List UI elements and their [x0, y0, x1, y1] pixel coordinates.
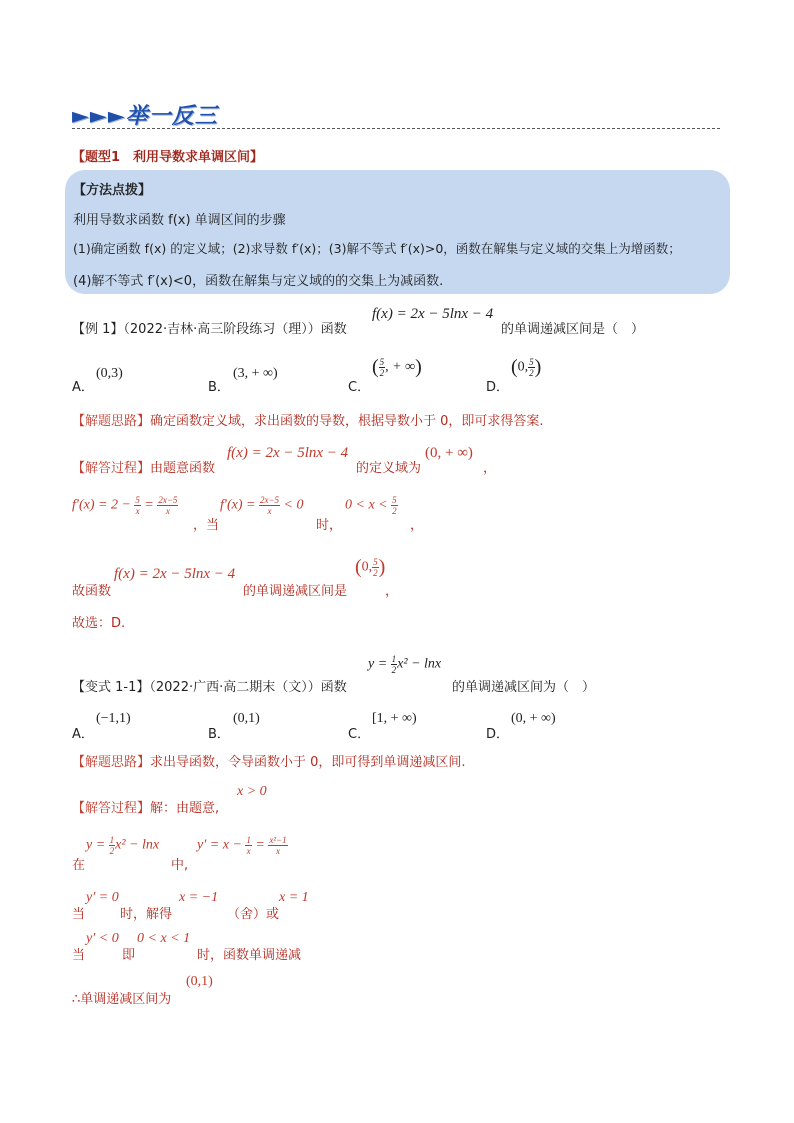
var-yp-num2: x²−1 [269, 835, 287, 845]
var-option-c-letter: C． [348, 727, 371, 742]
d-zero: 0, [517, 359, 529, 375]
method-line1: 利用导数求函数 f(x) 单调区间的步骤 [73, 213, 286, 228]
var-yp-eq: = [255, 837, 265, 853]
method-title: 【方法点拨】 [73, 183, 152, 198]
deriv-eq: = [144, 497, 154, 513]
var-dang: 当 [72, 907, 86, 922]
deriv-lt0: < 0 [283, 497, 304, 513]
variant-stem [72, 676, 347, 695]
deriv-f3-num: 2x−5 [259, 495, 280, 505]
banner-title: 举一反三 [125, 104, 218, 129]
var-y-den: 2 [109, 846, 115, 856]
ex1-proc1b: 的定义域为 [356, 461, 422, 476]
var-option-a-letter: A． [72, 727, 94, 742]
ex1-option-c-letter: C． [348, 380, 371, 395]
var-yprime [197, 835, 288, 856]
variant-func [368, 654, 441, 675]
ex1-comma: ， [410, 518, 424, 533]
var-y0: y′ = 0 [86, 890, 119, 905]
deriv-left: f′(x) = 2 − [72, 497, 131, 513]
example1-func: f(x) = 2x − 5lnx − 4 [372, 306, 494, 322]
ex1-deriv2 [220, 495, 303, 516]
var-idea [72, 751, 466, 770]
var-conclusion: ∴单调递减区间为 [72, 992, 172, 1007]
range-num: 5 [392, 495, 397, 505]
banner-arrows-icon: ►►► [72, 104, 126, 129]
var-y-num: 1 [109, 835, 115, 845]
var-option-b-letter: B． [208, 727, 230, 742]
variant-source: （2022·广西·高二期末（文））函数 [149, 680, 347, 695]
range-den: 2 [392, 506, 397, 516]
ex1-proc1c: ， [483, 461, 497, 476]
ex1-period: ， [385, 584, 399, 599]
ex1-gu: 故函数 [72, 584, 112, 599]
ex1-answer: 故选：D. [72, 616, 126, 631]
var-proc-line1 [72, 797, 219, 816]
var-option-b-value: (0,1) [233, 711, 260, 726]
var-she: （舍）或 [227, 907, 280, 922]
ex1-proc-line1 [72, 457, 215, 476]
var-yp-num1: 1 [246, 835, 251, 845]
ex1-gu-interval: (0, $\frac{5}{2}$ ) [355, 556, 386, 578]
var-idea-tag: 【解题思路】 [72, 755, 151, 770]
var-ji: 即 [122, 948, 136, 963]
var-proc1: 解：由题意, [150, 801, 220, 816]
range-text: 0 < x < [345, 497, 388, 513]
var-frac-num: 1 [391, 654, 397, 664]
ex1-shi: 时， [316, 518, 343, 533]
deriv-f2-den: x [165, 506, 170, 516]
var-option-a-value: (−1,1) [96, 711, 131, 726]
var-zai: 在 [72, 858, 86, 873]
var-dang2: 当 [72, 948, 86, 963]
ex1-option-b-letter: B． [208, 380, 230, 395]
var-xm1: x = −1 [179, 890, 219, 905]
gu-den: 2 [373, 568, 378, 578]
example1-tail: 的单调递减区间是（ ） [501, 322, 645, 337]
ex1-option-d-letter: D． [486, 380, 510, 395]
method-line3: (4)解不等式 f′(x)<0，函数在解集与定义域的的交集上为减函数. [73, 274, 444, 289]
var-proc-tag: 【解答过程】 [72, 801, 151, 816]
deriv-f1-num: 5 [135, 495, 140, 505]
var-y-rest: x² − lnx [115, 837, 160, 853]
deriv-f3-den: x [267, 506, 272, 516]
method-line2: (1)确定函数 f(x) 的定义域；(2)求导数 f′(x)；(3)解不等式 f′(x)>0，函数在解集与定义域的交集上为增函数； [73, 241, 681, 256]
d-frac-num: 5 [529, 357, 534, 367]
c-inf: + ∞ [392, 359, 416, 375]
ex1-proc-func: f(x) = 2x − 5lnx − 4 [227, 445, 349, 461]
var-y: y = [368, 656, 388, 672]
ex1-option-b-value: (3, + ∞) [233, 366, 278, 381]
var-frac-den: 2 [391, 665, 397, 675]
ex1-idea-tag: 【解题思路】 [72, 414, 151, 429]
ex1-deriv [72, 495, 178, 516]
ex1-domain: (0, + ∞) [425, 445, 473, 461]
c-frac-num: 5 [379, 357, 385, 367]
variant-tag: 【变式 1-1】 [72, 680, 150, 695]
ex1-option-a-value: (0,3) [96, 366, 123, 381]
d-frac-den: 2 [529, 368, 534, 378]
banner [72, 99, 218, 130]
var-option-c-value: [1, + ∞) [372, 711, 417, 726]
var-yp-den1: x [246, 846, 251, 856]
ex1-idea-text: 确定函数定义域，求出函数的导数，根据导数小于 0，即可求得答案. [150, 414, 544, 429]
var-x1: x = 1 [279, 890, 309, 905]
section-title: 【题型1 利用导数求单调区间】 [72, 150, 264, 165]
ex1-option-a-letter: A． [72, 380, 94, 395]
example1-stem [72, 318, 347, 337]
var-option-d-letter: D． [486, 727, 510, 742]
ex1-gu-func: f(x) = 2x − 5lnx − 4 [114, 566, 236, 582]
ex1-gu-tail: 的单调递减区间是 [243, 584, 348, 599]
var-y-def [86, 835, 159, 856]
var-func-rest: x² − lnx [397, 656, 442, 672]
deriv-short: f′(x) = [220, 497, 256, 513]
var-zhong: 中, [171, 858, 189, 873]
gu-num: 5 [373, 557, 378, 567]
ex1-proc-tag: 【解答过程】 [72, 461, 151, 476]
ex1-range [345, 495, 398, 516]
var-range: 0 < x < 1 [137, 931, 191, 946]
var-ylt0: y′ < 0 [86, 931, 119, 946]
gu-zero: 0, [361, 559, 373, 575]
var-decr: 时，函数单调递减 [197, 948, 302, 963]
ex1-when: 当 [206, 518, 220, 533]
var-idea-text: 求出导函数，令导函数小于 0，即可得到单调递减区间. [150, 755, 466, 770]
var-jiede: 时，解得 [120, 907, 173, 922]
ex1-proc1a: 由题意函数 [150, 461, 216, 476]
banner-divider [72, 128, 720, 129]
deriv-f1-den: x [135, 506, 140, 516]
var-xgt0: x > 0 [237, 784, 267, 799]
var-yprime-text: y′ = x − [197, 837, 242, 853]
deriv-f2-num: 2x−5 [158, 495, 178, 505]
ex1-option-c-value: ( $\frac{5}{2}$ , + ∞) [372, 356, 422, 378]
ex1-option-d-value: (0, $\frac{5}{2}$ ) [511, 356, 542, 378]
var-yp-den2: x [275, 846, 280, 856]
var-final: (0,1) [186, 974, 213, 989]
c-frac-den: 2 [379, 368, 385, 378]
var-option-d-value: (0, + ∞) [511, 711, 556, 726]
example1-tag: 【例 1】 [72, 322, 124, 337]
var-y-eq: y = [86, 837, 106, 853]
variant-tail: 的单调递减区间为（ ） [452, 680, 596, 695]
ex1-idea [72, 410, 544, 429]
example1-source: （2022·吉林·高三阶段练习（理））函数 [123, 322, 347, 337]
ex1-when-pre: ，当 [193, 518, 220, 533]
